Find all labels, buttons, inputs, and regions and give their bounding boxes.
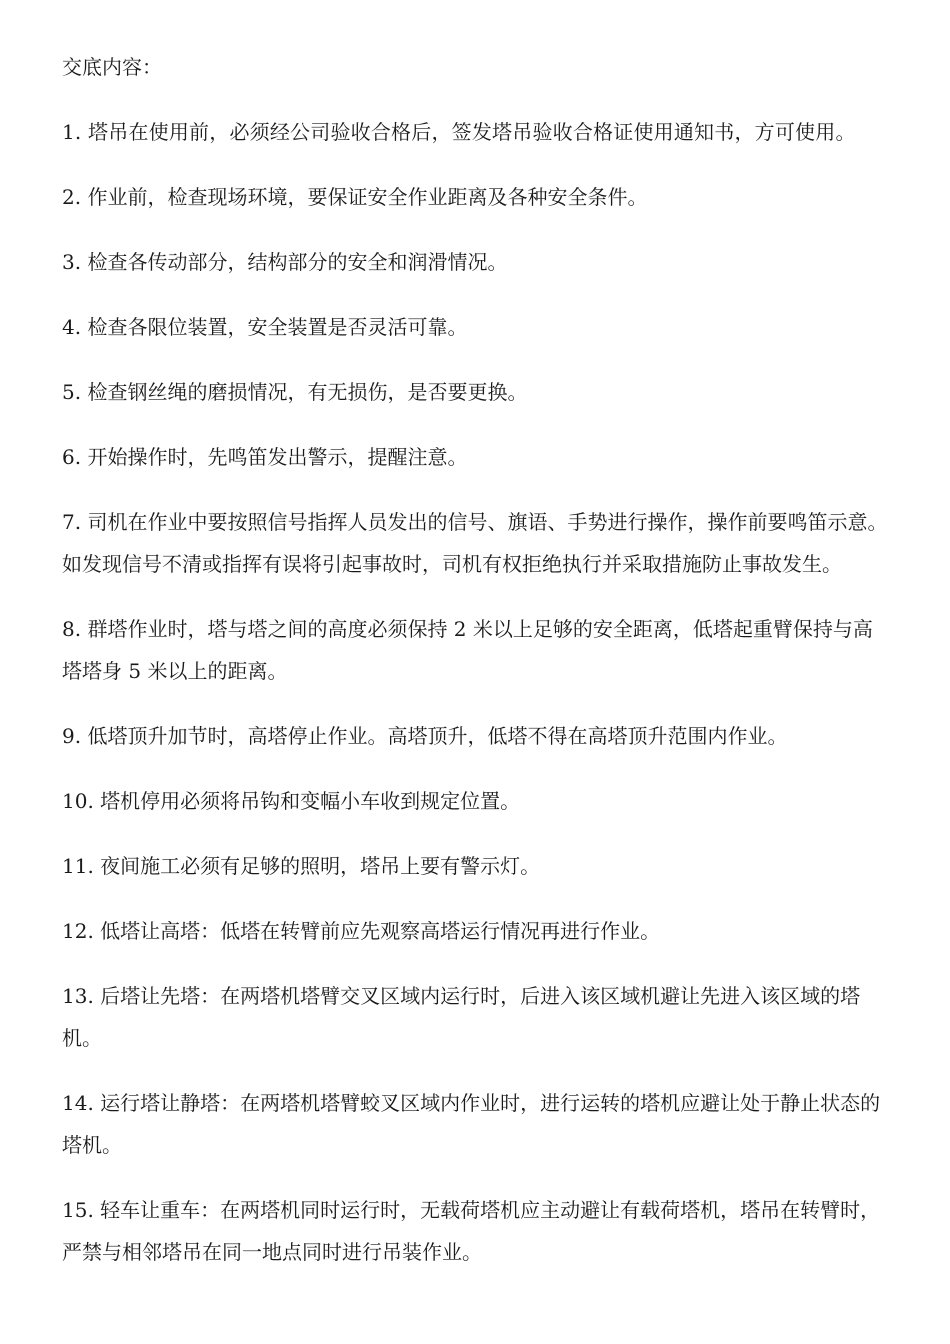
list-item-2: 2. 作业前，检查现场环境，要保证安全作业距离及各种安全条件。 bbox=[62, 185, 648, 209]
list-item-11: 11. 夜间施工必须有足够的照明，塔吊上要有警示灯。 bbox=[62, 854, 541, 878]
list-item-8: 8. 群塔作业时，塔与塔之间的高度必须保持 2 米以上足够的安全距离，低塔起重臂保持与高塔塔身 5 米以上的距离。 bbox=[62, 617, 873, 683]
list-item-14: 14. 运行塔让静塔：在两塔机塔臂蛟叉区域内作业时，进行运转的塔机应避让处于静止状态的塔机。 bbox=[62, 1091, 881, 1157]
list-item-6: 6. 开始操作时，先鸣笛发出警示，提醒注意。 bbox=[62, 445, 468, 469]
list-item-5: 5. 检查钢丝绳的磨损情况，有无损伤，是否要更换。 bbox=[62, 380, 528, 404]
list-item-13: 13. 后塔让先塔：在两塔机塔臂交叉区域内运行时，后进入该区域机避让先进入该区域的塔机。 bbox=[62, 984, 861, 1050]
list-item-15: 15. 轻车让重车：在两塔机同时运行时，无载荷塔机应主动避让有载荷塔机，塔吊在转臂时，严禁与相邻塔吊在同一地点同时进行吊装作业。 bbox=[62, 1198, 881, 1264]
list-item-7: 7. 司机在作业中要按照信号指挥人员发出的信号、旗语、手势进行操作，操作前要鸣笛示意。如发现信号不清或指挥有误将引起事故时，司机有权拒绝执行并采取措施防止事故发生。 bbox=[62, 510, 888, 576]
section-heading: 交底内容： bbox=[62, 55, 162, 79]
list-item-1: 1. 塔吊在使用前，必须经公司验收合格后，签发塔吊验收合格证使用通知书，方可使用。 bbox=[62, 120, 856, 144]
list-item-4: 4. 检查各限位装置，安全装置是否灵活可靠。 bbox=[62, 315, 468, 339]
document-body bbox=[62, 46, 892, 1296]
list-item-10: 10. 塔机停用必须将吊钩和变幅小车收到规定位置。 bbox=[62, 789, 521, 813]
list-item-12: 12. 低塔让高塔：低塔在转臂前应先观察高塔运行情况再进行作业。 bbox=[62, 919, 661, 943]
list-item-3: 3. 检查各传动部分，结构部分的安全和润滑情况。 bbox=[62, 250, 508, 274]
list-item-9: 9. 低塔顶升加节时，高塔停止作业。高塔顶升，低塔不得在高塔顶升范围内作业。 bbox=[62, 724, 788, 748]
